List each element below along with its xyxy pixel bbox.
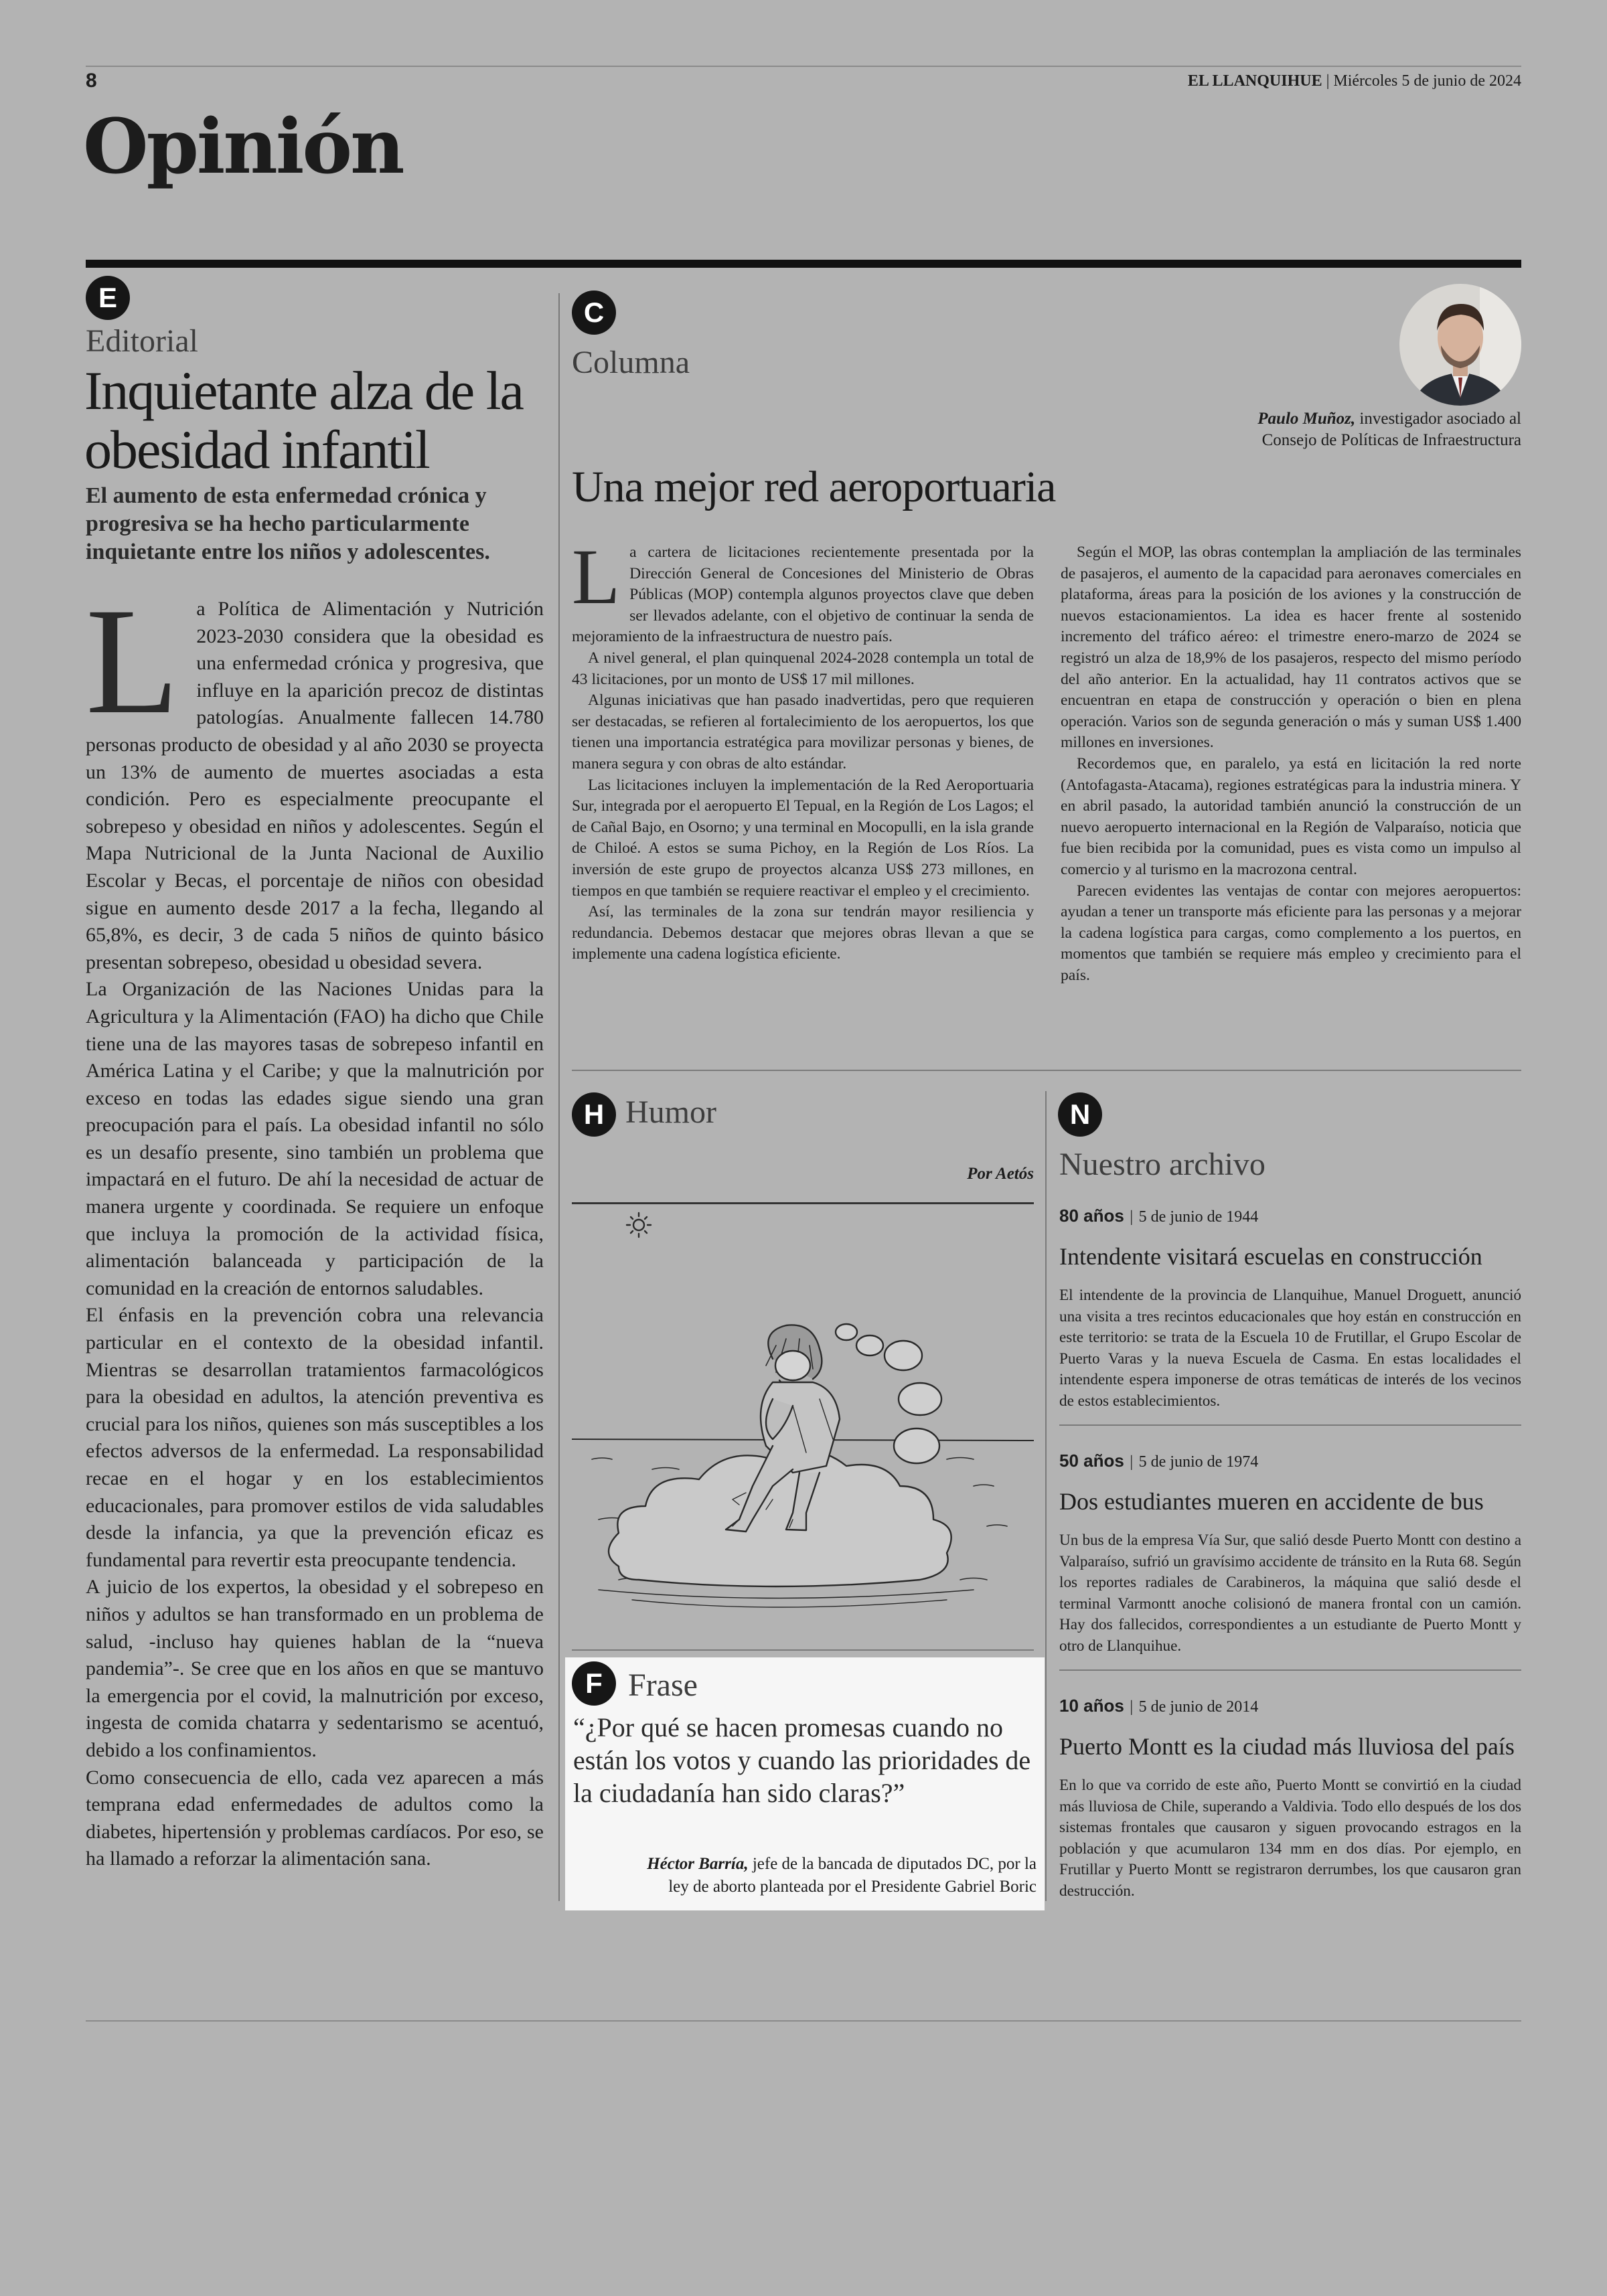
archive-item-2-title: Dos estudiantes mueren en accidente de bus — [1059, 1488, 1484, 1515]
archive-item-3-separator: | — [1130, 1698, 1134, 1716]
archive-item-3-years: 10 años — [1059, 1696, 1124, 1716]
archive-item-1-text: El intendente de la provincia de Llanquihue, Manuel Droguett, anunció una visita a tres recintos educacionales que hoy están en construcción en este territorio: se trata de la Escuela 10 de Frutillar, el Grupo Escolar de Puerto Varas y la nueva Escuela de Casma. En estas localidades el intendente espera imponerse de otras temáticas de interés de los vecinos de estos establecimientos. — [1059, 1287, 1521, 1410]
masthead-line — [1188, 72, 1521, 90]
archive-item-2 — [1059, 1447, 1521, 1657]
editorial-paragraph-4: A juicio de los expertos, la obesidad y el sobrepeso en niños y adultos se han transformado en un problema de salud, -incluso hay quienes hablan de la “nueva pandemia”-. Se cree que en los años en que se mantuvo la emergencia por el covid, la malnutrición por exceso, ingesta de comida chatarra y sedentarismo se acentuó, debido a los confinamientos. — [86, 1576, 544, 1761]
column-paragraph-4: Las licitaciones incluyen la implementación de la Red Aeroportuaria Sur, integrada por el aeropuerto El Tepual, en la Región de Los Lagos; el de Cañal Bajo, en Osorno; y una terminal en Mocopulli, en la isla grande de Chiloé. A estos se suma Pichoy, en la Región de Los Ríos. La inversión de este grupo de proyectos alcanza US$ 273 millones, en tiempos en que también se requiere reactivar el empleo y el crecimiento. — [572, 776, 1034, 900]
editorial-title: Inquietante alza de la obesidad infantil — [84, 360, 523, 480]
column-title: Una mejor red aeroportuaria — [572, 463, 1056, 511]
frase-label: Frase — [628, 1667, 698, 1703]
column-paragraph-5: Así, las terminales de la zona sur tendrán mayor resiliencia y redundancia. Debemos destacar que mejores obras llevan a que se implemente una cadena logística eficiente. — [572, 903, 1034, 963]
humor-label: Humor — [625, 1094, 716, 1130]
column-letter-badge: C — [572, 291, 616, 335]
frase-author-line-1 — [647, 1853, 1037, 1876]
humor-bottom-rule — [572, 1649, 1034, 1651]
frase-author-role-1: jefe de la bancada de diputados DC, por la — [748, 1855, 1037, 1873]
section-rule — [86, 260, 1521, 268]
editorial-paragraph-5: Como consecuencia de ello, cada vez aparecen a más temprana edad enfermedades de adultos como la diabetes, hipertensión y problemas cardíacos. Por eso, se ha llamado a reforzar la alimentación sana. — [86, 1766, 544, 1870]
frase-letter-badge: F — [572, 1661, 616, 1706]
archive-item-1-date: 5 de junio de 1944 — [1138, 1208, 1259, 1226]
archive-rule-1 — [1059, 1424, 1521, 1426]
archive-letter-badge: N — [1058, 1092, 1102, 1137]
archive-item-1-header — [1059, 1202, 1521, 1228]
archive-label: Nuestro archivo — [1059, 1147, 1266, 1182]
archive-item-2-date: 5 de junio de 1974 — [1138, 1453, 1259, 1471]
column-bottom-rule — [572, 1070, 1521, 1071]
column-paragraph-1: a cartera de licitaciones recientemente presentada por la Dirección General de Concesiones del Ministerio de Obras Públicas (MOP) contempla algunos proyectos clave que deben ser llevados adelante, con el objetivo de continuar la senda de mejoramiento de la infraestructura de nuestro país. — [572, 544, 1034, 646]
archive-item-2-header — [1059, 1447, 1521, 1473]
editorial-body — [86, 577, 544, 1873]
column-paragraph-2: A nivel general, el plan quinquenal 2024-2028 contempla un total de 43 licitaciones, por un monto de US$ 17 mil millones. — [572, 649, 1034, 688]
editorial-dropcap: L — [86, 577, 179, 746]
column-separator-left — [558, 293, 560, 1901]
archive-item-2-separator: | — [1130, 1453, 1134, 1471]
column-dropcap: L — [572, 533, 621, 621]
section-title: Opinión — [83, 103, 403, 191]
masthead: EL LLANQUIHUE — [1187, 72, 1322, 90]
humor-letter-badge: H — [572, 1092, 616, 1137]
archive-item-3-date: 5 de junio de 2014 — [1138, 1698, 1259, 1716]
footer-rule — [86, 2020, 1521, 2022]
editorial-paragraph-3: El énfasis en la prevención cobra una relevancia particular en el contexto de la obesidad infantil. Mientras se desarrollan tratamientos farmacológicos para la obesidad en adultos, la atención preventiva es crucial para los niños, quienes son más susceptibles a los efectos adversos de la enfermedad. La responsabilidad recae en el hogar y en los establecimientos educacionales, para promover estilos de vida saludables desde la infancia, ya que la prevención eficaz es fundamental para revertir esta preocupante tendencia. — [86, 1304, 544, 1571]
author-photo — [1399, 284, 1521, 406]
humor-top-rule — [572, 1202, 1034, 1204]
column-paragraph-6: Según el MOP, las obras contemplan la ampliación de las terminales de pasajeros, el aumento de la capacidad para aeronaves comerciales en plataforma, áreas para la posición de los aviones y la construcción de nuevos estacionamientos. La idea es hacer frente al sostenido incremento del tráfico aéreo: el trimestre enero-marzo de 2024 se registró un alza de 18,9% de los pasajeros, respecto del mismo período del año anterior. En la actualidad, hay 11 contratos activos que se encuentran en etapa de construcción y operación o bien en plena operación. Varios son de segunda generación o más y suman US$ 1.400 millones en inversiones. — [1061, 544, 1521, 752]
editorial-letter-badge: E — [86, 276, 130, 320]
author-role-line-2: Consejo de Políticas de Infraestructura — [1261, 431, 1521, 449]
archive-item-3 — [1059, 1692, 1521, 1902]
column-label: Columna — [572, 345, 690, 380]
frase-author-name: Héctor Barría, — [647, 1855, 749, 1873]
column-paragraph-3: Algunas iniciativas que han pasado inadvertidas, pero que requieren ser destacadas, se refieren al fortalecimiento de los aeropuertos, los que tienen una importancia estratégica para movilizar personas y bienes, de manera segura y con obras de alto estándar. — [572, 691, 1034, 772]
archive-item-2-text: Un bus de la empresa Vía Sur, que salió desde Puerto Montt con destino a Valparaíso, sufrió un gravísimo accidente de tránsito en la Ruta 68. Según los reportes radiales de Carabineros, la máquina que salió desde el terminal Varmontt anoche colisionó de manera frontal con un camión. Hay dos fallecidos, correspondientes a un estudiante de Puerto Montt y otro de Llanquihue. — [1059, 1532, 1521, 1655]
editorial-paragraph-2: La Organización de las Naciones Unidas para la Agricultura y la Alimentación (FAO) ha dicho que Chile tiene una de las mayores tasas de sobrepeso infantil en América Latina y el Caribe; y que la malnutrición por exceso en todas las edades sigue siendo una gran preocupación para el país. La obesidad infantil no sólo es un desafío presente, sino también un problema que impactará en el futuro. De ahí la necesidad de actuar de manera urgente y coordinada. Se requiere un enfoque que incluya la promoción de la actividad física, alimentación balanceada y participación de la comunidad en la creación de entornos saludables. — [86, 978, 544, 1299]
author-credit — [1257, 408, 1521, 451]
frase-author-role-2: ley de aborto planteada por el Presidente Gabriel Boric — [668, 1878, 1037, 1896]
archive-item-3-header — [1059, 1692, 1521, 1718]
editorial-lead: El aumento de esta enfermedad crónica y progresiva se ha hecho particularmente inquietante entre los niños y adolescentes. — [86, 483, 490, 564]
author-role-line-1: investigador asociado al — [1355, 410, 1521, 428]
frase-quote: “¿Por qué se hacen promesas cuando no están los votos y cuando las prioridades de la ciudadanía han sido claras?” — [573, 1712, 1031, 1808]
editorial-label: Editorial — [86, 323, 198, 359]
editorial-paragraph-1: a Política de Alimentación y Nutrición 2023-2030 considera que la obesidad es una enfermedad crónica y progresiva, que influye en la aparición precoz de distintas patologías. Anualmente fallecen 14.780 personas producto de obesidad y al año 2030 se proyecta un 13% de aumento de muertes asociadas a esta condición. Pero es especialmente preocupante el sobrepeso y obesidad en niños y adolescentes. Según el Mapa Nutricional de la Junta Nacional de Auxilio Escolar y Becas, el porcentaje de niños con obesidad sigue en aumento desde 2017 a la fecha, llegando al 65,8%, es decir, 3 de cada 5 niños de quinto básico presentan sobrepeso, obesidad u obesidad severa. — [86, 598, 544, 973]
archive-item-1-title: Intendente visitará escuelas en construcción — [1059, 1243, 1482, 1270]
page-number: 8 — [86, 70, 97, 92]
issue-date: Miércoles 5 de junio de 2024 — [1333, 72, 1521, 90]
humor-cartoon — [572, 1205, 1034, 1647]
archive-item-1-separator: | — [1130, 1208, 1134, 1226]
archive-item-1-years: 80 años — [1059, 1206, 1124, 1226]
header-top-rule — [86, 66, 1521, 67]
archive-item-3-title: Puerto Montt es la ciudad más lluviosa del país — [1059, 1733, 1515, 1760]
author-name: Paulo Muñoz, — [1257, 410, 1356, 428]
column-body-right — [1061, 542, 1521, 986]
frase-box — [565, 1657, 1045, 1910]
author-credit-line-1 — [1257, 408, 1521, 430]
archive-rule-2 — [1059, 1669, 1521, 1671]
column-body-left — [572, 533, 1034, 965]
column-separator-right — [1045, 1091, 1047, 1901]
frase-author — [647, 1853, 1037, 1898]
masthead-separator: | — [1326, 72, 1330, 90]
humor-credit: Por Aetós — [967, 1165, 1034, 1183]
archive-item-3-text: En lo que va corrido de este año, Puerto Montt se convirtió en la ciudad más lluviosa de Chile, superando a Valdivia. Todo ello después de los dos sistemas frontales que causaron y siguen provocando estragos en la población y que acumularon 134 mm en dos días. Por ejemplo, en Frutillar y Puerto Montt se registraron derrumbes, los que causaron gran destrucción. — [1059, 1777, 1521, 1900]
archive-item-1 — [1059, 1202, 1521, 1412]
column-paragraph-8: Parecen evidentes las ventajas de contar con mejores aeropuertos: ayudan a tener un transporte más eficiente para las personas y a mejorar la cadena logística para cargas, como complemento a los puertos, en momentos que también se requiere más empleo y crecimiento para el país. — [1061, 882, 1521, 984]
column-paragraph-7: Recordemos que, en paralelo, ya está en licitación la red norte (Antofagasta-Atacama), regiones estratégicas para la industria minera. Y en abril pasado, la autoridad también anunció la construcción de un nuevo aeropuerto internacional en la Región de Valparaíso, noticia que fue bien recibida por la comunidad, pues es vista como un impulso al comercio y al turismo en la macrozona central. — [1061, 754, 1521, 878]
archive-item-2-years: 50 años — [1059, 1451, 1124, 1471]
